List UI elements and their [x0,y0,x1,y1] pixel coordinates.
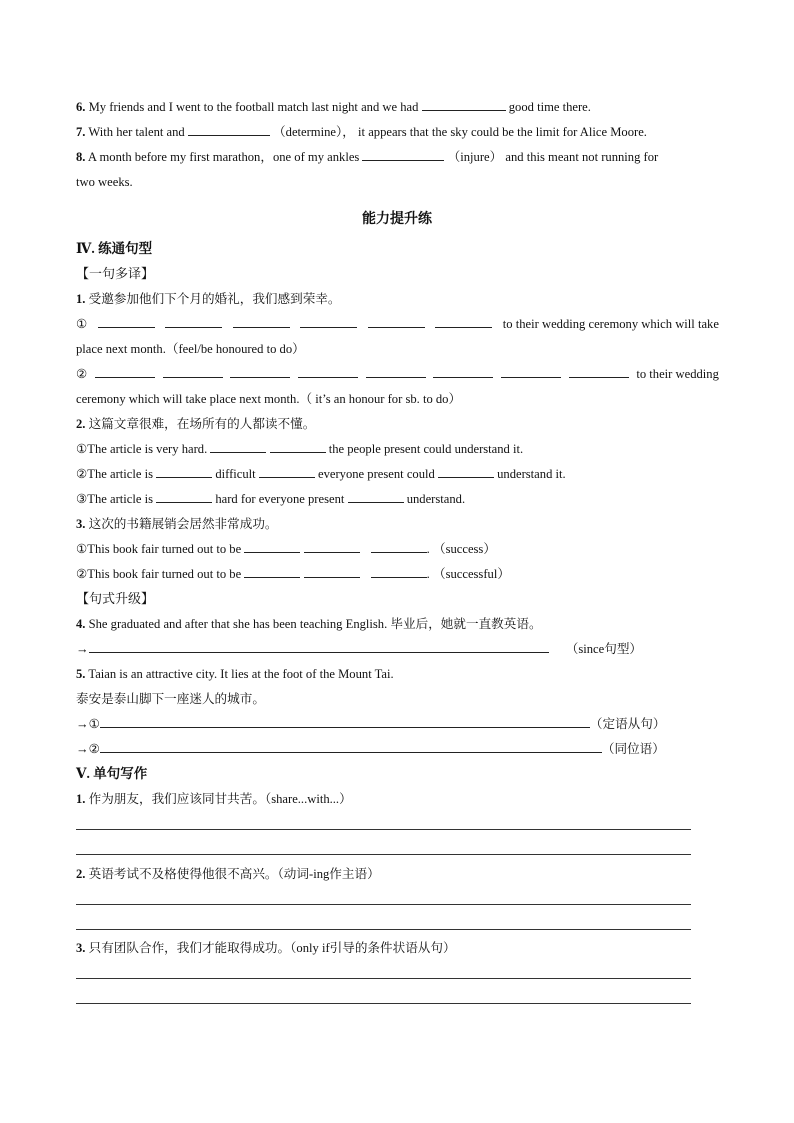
sentence-3-option-b: ②This book fair turned out to be . （successful） [76,567,510,581]
sentence-5-answer-b [76,741,665,757]
word-hint: （determine）， [273,125,355,139]
sentence-1-option-b-continuation: ceremony which will take place next month.（ it’s an honour for sb. to do） [76,392,462,406]
chinese-sentence: 受邀参加他们下个月的婚礼，我们感到荣幸。 [88,292,341,306]
question-number: 6. [76,100,86,114]
sentence-number: 5. [76,667,86,681]
word-hint: （同位语） [601,742,665,756]
word-hint: （since句型） [565,642,643,656]
option-text: to their wedding [636,367,719,381]
option-text: everyone present could [318,467,435,481]
word-hint: （动词-ing作主语） [277,867,380,881]
question-text: it appears that the sky could be the limit for Alice Moore. [358,125,647,139]
answer-blank[interactable] [156,491,212,503]
answer-blank[interactable] [230,366,290,378]
sentence-2 [76,416,315,432]
question-number: 8. [76,150,86,164]
answer-blank[interactable] [270,441,326,453]
sentence-4-answer [76,641,642,657]
answer-line[interactable] [76,978,691,979]
answer-blank[interactable] [348,491,404,503]
option-text: understand. [406,492,466,506]
option-text: the people present could understand it. [328,442,524,456]
question-text: With her talent and [88,125,185,139]
question-number: 2. [76,867,86,881]
answer-line[interactable] [76,904,691,905]
answer-blank[interactable] [244,566,300,578]
answer-blank[interactable] [188,124,270,136]
word-hint: （injure） [447,150,503,164]
section-title: 能力提升练 [362,212,432,227]
answer-blank[interactable] [233,316,290,328]
option-text: ②This book fair turned out to be [76,567,242,581]
answer-line[interactable] [76,829,691,830]
chinese-sentence: 英语考试不及格使得他很不高兴。 [88,867,278,881]
sentence-number: 2. [76,417,86,431]
part-title: 练通句型 [98,241,153,256]
question-text: A month before my first marathon，one of my ankles [87,150,360,164]
answer-blank[interactable] [98,316,155,328]
question-text: and this meant not running for [505,150,659,164]
chinese-sentence: 毕业后，她就一直教英语。 [390,617,542,631]
sentence-number: 4. [76,617,86,631]
sentence-5 [76,666,394,682]
option-text: to their wedding ceremony which will take [502,317,719,331]
answer-blank[interactable] [298,366,358,378]
answer-blank[interactable] [165,316,222,328]
arrow: → [76,642,89,656]
sentence-1 [76,291,340,307]
sentence-4 [76,616,542,632]
writing-1 [76,791,352,807]
writing-2 [76,866,380,882]
option-text: understand it. [497,467,566,481]
question-8-continuation: two weeks. [76,175,133,189]
answer-blank[interactable] [95,366,155,378]
chinese-sentence: 这篇文章很难，在场所有的人都读不懂。 [88,417,316,431]
part-5-heading [76,766,147,782]
answer-blank[interactable] [362,149,444,161]
option-text: ②The article is [76,467,154,481]
answer-blank[interactable] [156,466,212,478]
answer-blank[interactable] [438,466,494,478]
chinese-sentence: 只有团队合作，我们才能取得成功。 [88,941,291,955]
answer-line[interactable] [100,741,602,753]
subsection-heading: 【一句多译】 [76,266,155,281]
question-number: 7. [76,125,86,139]
question-8 [76,149,658,165]
answer-blank[interactable] [569,366,629,378]
arrow: →② [76,742,100,756]
answer-blank[interactable] [366,366,426,378]
sentence-5-answer-a [76,716,665,732]
answer-blank[interactable] [501,366,561,378]
answer-blank[interactable] [163,366,223,378]
chinese-sentence: 这次的书籍展销会居然非常成功。 [88,517,278,531]
option-marker: ① [76,317,88,331]
word-hint: （share...with...） [264,792,352,806]
word-hint: （successful） [432,567,510,581]
word-hint: （定语从句） [589,717,666,731]
question-text: good time there. [508,100,591,114]
option-text: ①The article is very hard. [76,442,208,456]
sentence-3 [76,516,278,532]
answer-blank[interactable] [300,316,357,328]
answer-blank[interactable] [304,566,360,578]
answer-blank[interactable] [433,366,493,378]
english-sentence: Taian is an attractive city. It lies at the foot of the Mount Tai. [88,667,394,681]
sentence-2-option-c [76,491,465,507]
arrow: →① [76,717,100,731]
part-label: Ⅴ. [76,766,90,781]
sentence-number: 1. [76,292,86,306]
sentence-5-chinese: 泰安是泰山脚下一座迷人的城市。 [76,692,265,706]
answer-line[interactable] [76,854,691,855]
sentence-number: 3. [76,517,86,531]
answer-blank[interactable] [435,316,492,328]
answer-blank[interactable] [259,466,315,478]
sentence-1-option-a [76,316,719,332]
answer-blank[interactable] [304,541,360,553]
answer-line[interactable] [89,641,549,653]
part-4-heading [76,241,152,257]
sentence-1-option-a-continuation: place next month.（feel/be honoured to do） [76,342,305,356]
option-marker: ② [76,367,88,381]
part-title: 单句写作 [93,766,148,781]
answer-blank[interactable] [371,541,427,553]
sentence-2-option-a [76,441,523,457]
writing-3 [76,940,456,956]
sentence-3-option-a: ①This book fair turned out to be . （success） [76,542,496,556]
question-number: 1. [76,792,86,806]
question-number: 3. [76,941,86,955]
chinese-sentence: 作为朋友，我们应该同甘共苦。 [88,792,265,806]
answer-blank[interactable] [210,441,266,453]
sentence-1-option-b [76,366,719,382]
question-text: My friends and I went to the football match last night and we had [88,100,419,114]
part-label: Ⅳ. [76,241,95,256]
answer-line[interactable] [100,716,590,728]
answer-line[interactable] [76,1003,691,1004]
option-text: difficult [215,467,256,481]
option-text: ③The article is [76,492,154,506]
subsection-heading: 【句式升级】 [76,591,155,606]
english-sentence: She graduated and after that she has been teaching English. [88,617,388,631]
answer-blank[interactable] [422,99,506,111]
question-7 [76,124,647,140]
sentence-2-option-b [76,466,566,482]
answer-blank[interactable] [368,316,425,328]
word-hint: （success） [432,542,496,556]
question-6 [76,99,591,115]
option-text: hard for everyone present [215,492,345,506]
answer-blank[interactable] [244,541,300,553]
answer-line[interactable] [76,929,691,930]
answer-blank[interactable] [371,566,427,578]
option-text: ①This book fair turned out to be [76,542,242,556]
word-hint: （only if引导的条件状语从句） [290,941,456,955]
